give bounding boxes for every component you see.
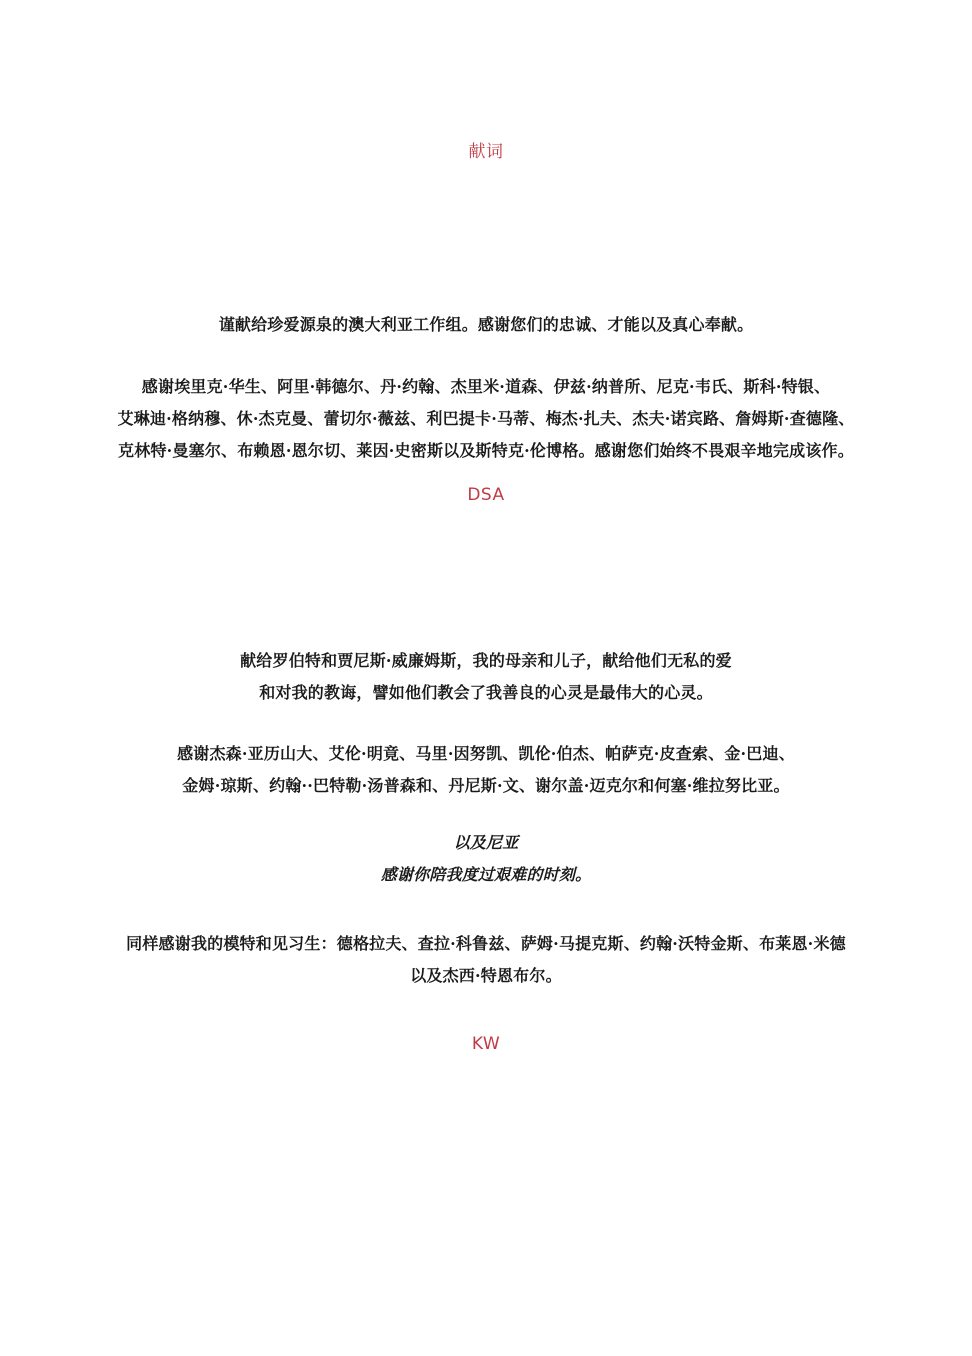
section2-thanks xyxy=(60,738,912,802)
section1-intro-line: 谨献给珍爱源泉的澳大利亚工作组。感谢您们的忠诚、才能以及真心奉献。 xyxy=(218,315,754,334)
section2-thanks-line: 感谢杰森·亚历山大、艾伦·明竟、马里·因努凯、凯伦·伯杰、帕萨克·皮查索、金·巴迪、 xyxy=(177,744,795,763)
signature-kw: KW xyxy=(471,1034,501,1054)
section2-dedication-line: 献给罗伯特和贾尼斯·威廉姆斯，我的母亲和儿子，献给他们无私的爱 xyxy=(240,651,732,670)
section1-intro xyxy=(60,309,912,341)
section2-models-line: 以及杰西·特恩布尔。 xyxy=(410,966,562,985)
section2-thanks-line: 金姆·琼斯、约翰··巴特勒·汤普森和、丹尼斯·文、谢尔盖·迈克尔和何塞·维拉努比亚。 xyxy=(182,776,790,795)
section2-models xyxy=(60,928,912,992)
section2-dedication-line: 和对我的教诲，譬如他们教会了我善良的心灵是最伟大的心灵。 xyxy=(259,683,713,702)
section1-thanks-line: 感谢埃里克·华生、阿里·韩德尔、丹·约翰、杰里米·道森、伊兹·纳普所、尼克·韦氏、斯科·特银、 xyxy=(141,377,831,396)
section1-thanks-line: 克林特·曼塞尔、布赖恩·恩尔切、莱因·史密斯以及斯特克·伦博格。感谢您们始终不畏艰辛地完成该作。 xyxy=(118,441,854,460)
section1-thanks xyxy=(60,371,912,467)
section2-dedication xyxy=(60,645,912,709)
section1-thanks-line: 艾琳迪·格纳穆、休·杰克曼、蕾切尔·薇兹、利巴提卡·马蒂、梅杰·扎夫、杰夫·诺宾路、詹姆斯·查德隆、 xyxy=(117,409,855,428)
dedication-title: 献词 xyxy=(468,142,504,162)
section2-models-line: 同样感谢我的模特和见习生：德格拉夫、查拉·科鲁兹、萨姆·马提克斯、约翰·沃特金斯、布莱恩·米德 xyxy=(126,934,846,953)
section2-nia xyxy=(60,827,912,891)
section2-nia-line: 以及尼亚 xyxy=(453,833,519,852)
signature-dsa: DSA xyxy=(467,485,505,505)
section2-nia-line: 感谢你陪我度过艰难的时刻。 xyxy=(380,865,592,884)
